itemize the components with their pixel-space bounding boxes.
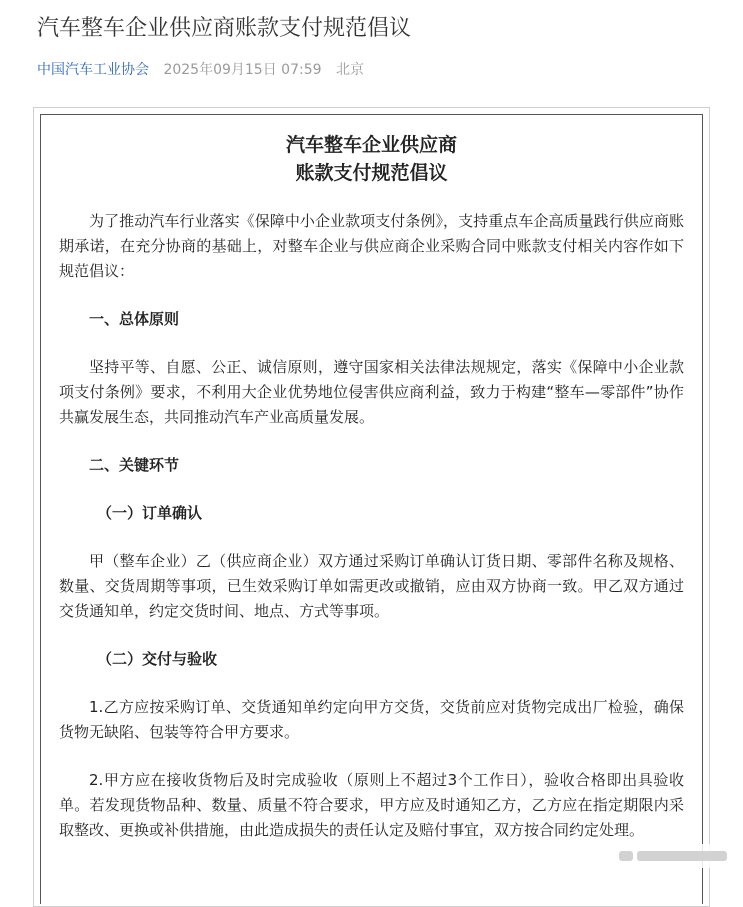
document-body [40, 114, 703, 904]
article-header [37, 14, 717, 80]
subsection-2-heading: （二）交付与验收 [97, 650, 218, 668]
document-title-line-1: 汽车整车企业供应商 [285, 134, 457, 156]
subsection-2-item-1: 1.乙方应按采购订单、交货通知单约定向甲方交货，交货前应对货物完成出厂检验，确保货物无缺陷、包装等符合甲方要求。 [59, 698, 684, 741]
article-title: 汽车整车企业供应商账款支付规范倡议 [37, 16, 412, 41]
subsection-1-paragraph: 甲（整车企业）乙（供应商企业）双方通过采购订单确认订货日期、零部件名称及规格、数量、交货周期等事项，已生效采购订单如需更改或撤销，应由双方协商一致。甲乙双方通过交货通知单，约定交货时间、地点、方式等事项。 [59, 552, 684, 620]
section-1-paragraph: 坚持平等、自愿、公正、诚信原则，遵守国家相关法律法规规定，落实《保障中小企业款项支付条例》要求，不利用大企业优势地位侵害供应商利益，致力于构建“整车—零部件”协作共赢发展生态，共同推动汽车产业高质量发展。 [59, 358, 684, 426]
subsection-1-heading: （一）订单确认 [97, 504, 203, 522]
watermark [613, 844, 733, 868]
watermark-text-blur [637, 851, 727, 861]
document-title-line-2: 账款支付规范倡议 [295, 162, 448, 184]
subsection-2-item-2: 2.甲方应在接收货物后及时完成验收（原则上不超过3个工作日），验收合格即出具验收单。若发现货物品种、数量、质量不符合要求，甲方应及时通知乙方，乙方应在指定期限内采取整改、更换或补供措施，由此造成损失的责任认定及赔付事宜，双方按合同约定处理。 [59, 771, 684, 839]
section-1-heading: 一、总体原则 [89, 310, 180, 328]
watermark-glyph [619, 851, 633, 861]
publish-time: 2025年09月15日 07:59 [163, 62, 322, 78]
intro-paragraph: 为了推动汽车行业落实《保障中小企业款项支付条例》，支持重点车企高质量践行供应商账期承诺，在充分协商的基础上，对整车企业与供应商企业采购合同中账款支付相关内容作如下规范倡议： [59, 212, 684, 280]
section-2-heading: 二、关键环节 [89, 456, 180, 474]
article-meta [37, 60, 717, 80]
source-link[interactable]: 中国汽车工业协会 [37, 62, 149, 78]
document-title [59, 131, 684, 187]
publish-location: 北京 [335, 62, 364, 78]
